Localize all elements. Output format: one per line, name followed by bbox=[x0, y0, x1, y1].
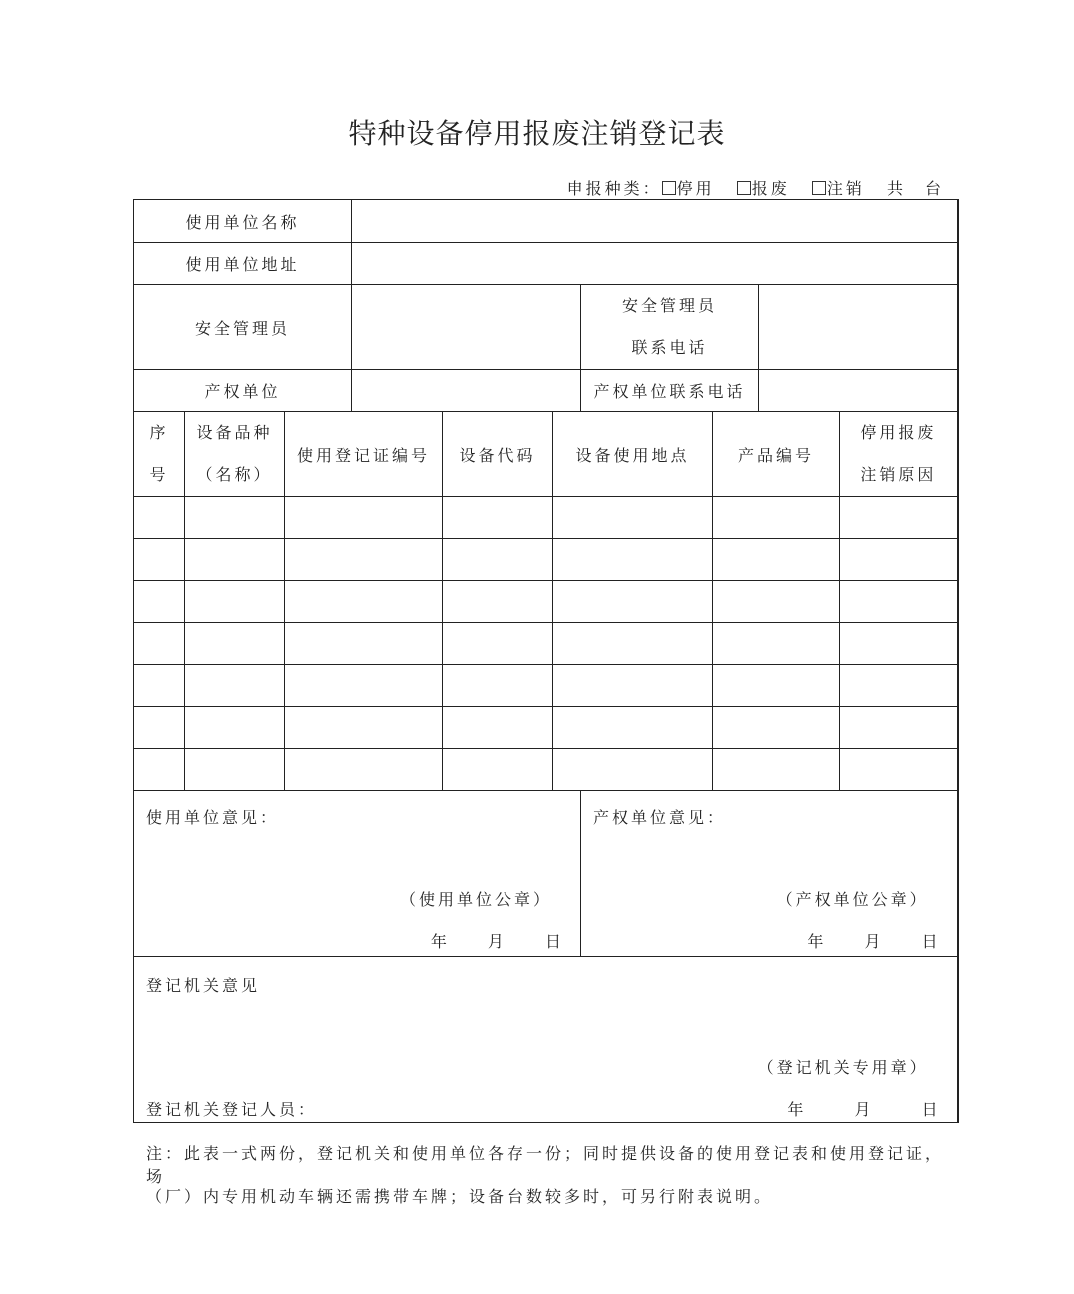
owner-label: 产权单位 bbox=[134, 370, 352, 412]
option-suspend-label: 停用 bbox=[676, 179, 715, 198]
table-cell[interactable] bbox=[134, 539, 185, 581]
seq-header-line1: 序 bbox=[149, 423, 169, 442]
unit-count-label: 共 台 bbox=[886, 179, 944, 198]
option-cancel-label: 注销 bbox=[826, 179, 865, 198]
variety-header-line1: 设备品种 bbox=[196, 423, 273, 442]
application-type-label: 申报种类： bbox=[566, 179, 662, 198]
checkbox-suspend[interactable] bbox=[662, 181, 676, 195]
table-cell[interactable] bbox=[285, 497, 443, 539]
table-row bbox=[134, 581, 958, 623]
table-cell[interactable] bbox=[443, 665, 553, 707]
table-cell[interactable] bbox=[713, 581, 840, 623]
safety-phone-field[interactable] bbox=[759, 285, 958, 370]
table-cell[interactable] bbox=[840, 623, 958, 665]
reason-header-line2: 注销原因 bbox=[860, 465, 937, 484]
registry-date-label: 年 月 日 bbox=[787, 1100, 941, 1119]
table-cell[interactable] bbox=[285, 623, 443, 665]
table-cell[interactable] bbox=[134, 497, 185, 539]
safety-manager-field[interactable] bbox=[352, 285, 581, 370]
registration-form-table bbox=[133, 199, 959, 1123]
table-cell[interactable] bbox=[134, 749, 185, 791]
table-cell[interactable] bbox=[840, 665, 958, 707]
table-cell[interactable] bbox=[185, 497, 285, 539]
table-cell[interactable] bbox=[840, 581, 958, 623]
table-cell[interactable] bbox=[285, 581, 443, 623]
table-row bbox=[134, 749, 958, 791]
table-cell[interactable] bbox=[713, 497, 840, 539]
table-cell[interactable] bbox=[285, 539, 443, 581]
table-cell[interactable] bbox=[840, 539, 958, 581]
safety-phone-label-line2: 联系电话 bbox=[631, 338, 708, 357]
user-date-label: 年 月 日 bbox=[430, 932, 565, 951]
owner-field[interactable] bbox=[352, 370, 581, 412]
registry-opinion-label: 登记机关意见 bbox=[146, 976, 261, 995]
user-address-label: 使用单位地址 bbox=[134, 243, 352, 285]
table-cell[interactable] bbox=[840, 749, 958, 791]
table-cell[interactable] bbox=[553, 665, 713, 707]
table-cell[interactable] bbox=[443, 623, 553, 665]
table-cell[interactable] bbox=[185, 707, 285, 749]
reason-header-line1: 停用报废 bbox=[860, 423, 937, 442]
table-cell[interactable] bbox=[840, 497, 958, 539]
variety-header-line2: （名称） bbox=[196, 465, 273, 484]
table-cell[interactable] bbox=[713, 665, 840, 707]
table-row bbox=[134, 665, 958, 707]
column-header-seq bbox=[134, 412, 185, 497]
owner-phone-label: 产权单位联系电话 bbox=[581, 370, 759, 412]
column-header-product-no: 产品编号 bbox=[713, 412, 840, 497]
table-row bbox=[134, 707, 958, 749]
table-cell[interactable] bbox=[553, 749, 713, 791]
column-header-reason bbox=[840, 412, 958, 497]
footnote-line2: （厂）内专用机动车辆还需携带车牌；设备台数较多时，可另行附表说明。 bbox=[146, 1187, 774, 1206]
table-cell[interactable] bbox=[185, 581, 285, 623]
table-cell[interactable] bbox=[134, 623, 185, 665]
table-cell[interactable] bbox=[553, 539, 713, 581]
column-header-location: 设备使用地点 bbox=[553, 412, 713, 497]
table-cell[interactable] bbox=[443, 707, 553, 749]
safety-phone-label-line1: 安全管理员 bbox=[622, 296, 718, 315]
checkbox-scrap[interactable] bbox=[737, 181, 751, 195]
table-row bbox=[134, 539, 958, 581]
checkbox-cancel[interactable] bbox=[812, 181, 826, 195]
table-cell[interactable] bbox=[443, 749, 553, 791]
table-cell[interactable] bbox=[840, 707, 958, 749]
table-cell[interactable] bbox=[134, 707, 185, 749]
table-cell[interactable] bbox=[285, 707, 443, 749]
application-type-line bbox=[567, 176, 944, 199]
safety-manager-label: 安全管理员 bbox=[134, 285, 352, 370]
table-cell[interactable] bbox=[443, 539, 553, 581]
footnote-line1: 注：此表一式两份，登记机关和使用单位各存一份；同时提供设备的使用登记表和使用登记证，场 bbox=[146, 1144, 945, 1186]
owner-opinion-cell[interactable] bbox=[581, 791, 958, 957]
table-cell[interactable] bbox=[713, 749, 840, 791]
table-cell[interactable] bbox=[134, 581, 185, 623]
seq-header-line2: 号 bbox=[149, 465, 169, 484]
owner-seal-label: （产权单位公章） bbox=[776, 890, 929, 909]
safety-phone-label bbox=[581, 285, 759, 370]
table-cell[interactable] bbox=[185, 623, 285, 665]
owner-opinion-label: 产权单位意见： bbox=[593, 808, 727, 827]
owner-date-label: 年 月 日 bbox=[807, 932, 941, 951]
user-opinion-cell[interactable] bbox=[134, 791, 581, 957]
registry-staff-label: 登记机关登记人员： bbox=[146, 1100, 318, 1119]
table-cell[interactable] bbox=[713, 539, 840, 581]
table-cell[interactable] bbox=[134, 665, 185, 707]
registry-seal-label: （登记机关专用章） bbox=[757, 1058, 929, 1077]
user-name-field[interactable] bbox=[352, 200, 958, 243]
column-header-variety bbox=[185, 412, 285, 497]
table-cell[interactable] bbox=[185, 665, 285, 707]
registry-opinion-cell[interactable] bbox=[134, 957, 958, 1123]
table-cell[interactable] bbox=[285, 749, 443, 791]
table-row bbox=[134, 623, 958, 665]
table-cell[interactable] bbox=[185, 749, 285, 791]
option-scrap-label: 报废 bbox=[751, 179, 790, 198]
column-header-reg-no: 使用登记证编号 bbox=[285, 412, 443, 497]
owner-phone-field[interactable] bbox=[759, 370, 958, 412]
user-address-field[interactable] bbox=[352, 243, 958, 285]
table-cell[interactable] bbox=[553, 707, 713, 749]
table-cell[interactable] bbox=[443, 497, 553, 539]
user-seal-label: （使用单位公章） bbox=[400, 890, 553, 909]
table-cell[interactable] bbox=[285, 665, 443, 707]
table-cell[interactable] bbox=[443, 581, 553, 623]
table-cell[interactable] bbox=[713, 623, 840, 665]
table-row bbox=[134, 497, 958, 539]
table-cell[interactable] bbox=[553, 497, 713, 539]
column-header-code: 设备代码 bbox=[443, 412, 553, 497]
table-cell[interactable] bbox=[553, 581, 713, 623]
user-name-label: 使用单位名称 bbox=[134, 200, 352, 243]
form-title: 特种设备停用报废注销登记表 bbox=[348, 117, 726, 150]
table-cell[interactable] bbox=[713, 707, 840, 749]
table-cell[interactable] bbox=[185, 539, 285, 581]
user-opinion-label: 使用单位意见： bbox=[146, 808, 280, 827]
table-cell[interactable] bbox=[553, 623, 713, 665]
